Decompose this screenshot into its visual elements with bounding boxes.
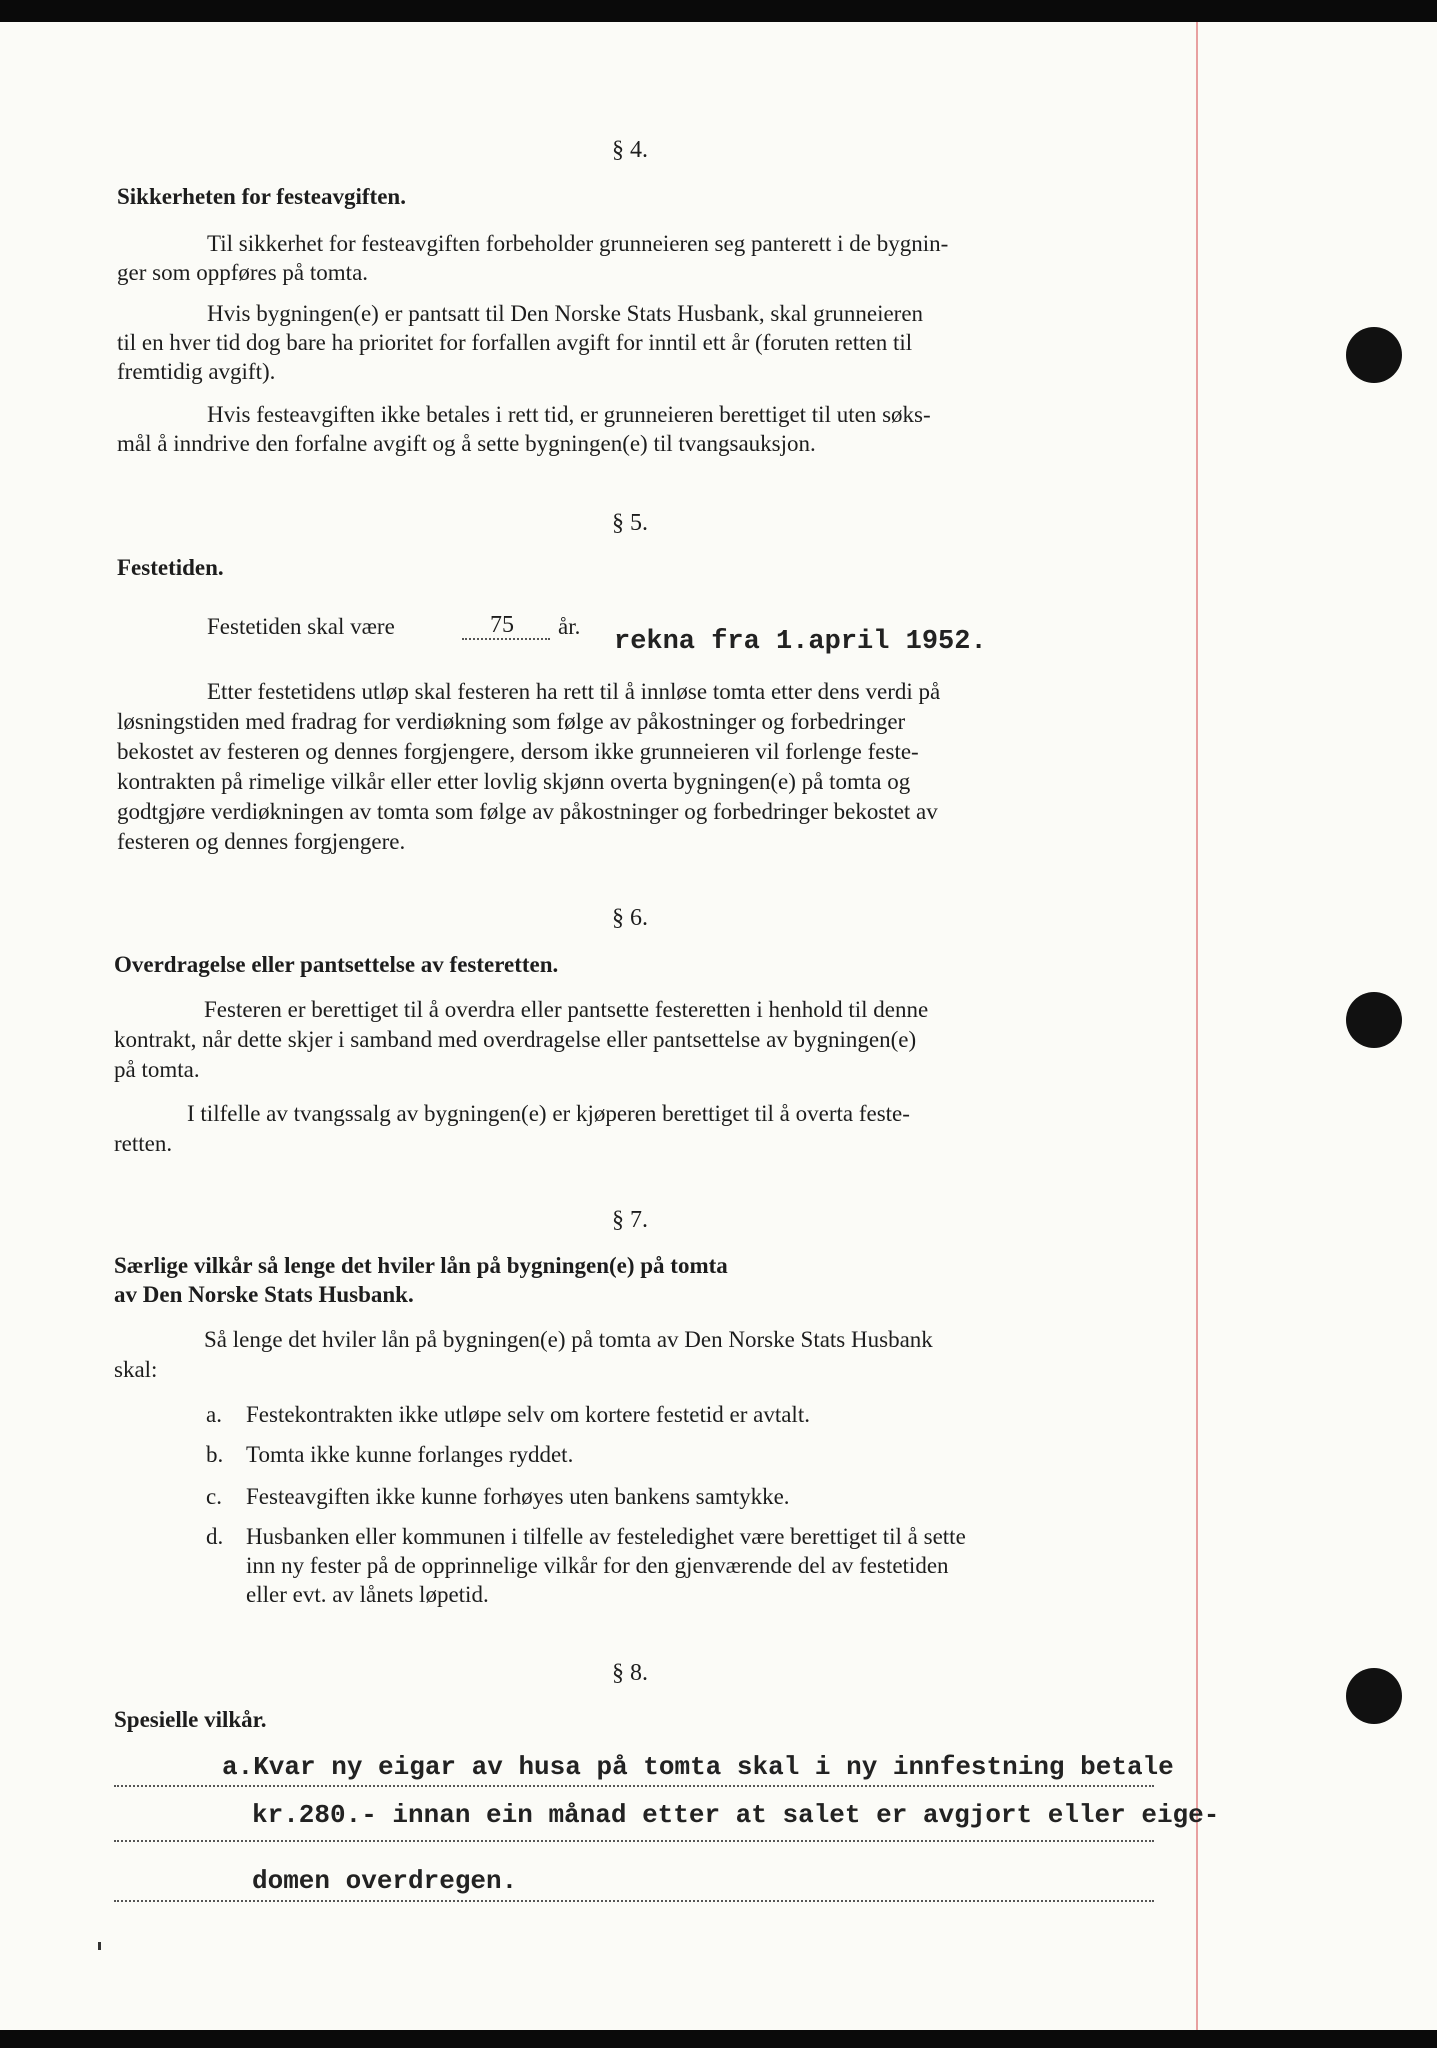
section-7-heading-line-2: av Den Norske Stats Husbank. bbox=[114, 1282, 414, 1307]
section-6-line-4: I tilfelle av tvangssalg av bygningen(e) er kjøperen berettiget til å overta feste- bbox=[187, 1101, 910, 1126]
special-terms-rule-3 bbox=[114, 1900, 1154, 1902]
scan-top-edge bbox=[0, 0, 1437, 22]
item-d-line-2: inn ny fester på de opprinnelige vilkår for den gjenværende del av festetiden bbox=[246, 1553, 949, 1578]
item-a-text: Festekontrakten ikke utløpe selv om kortere festetid er avtalt. bbox=[246, 1402, 810, 1427]
item-c-label: c. bbox=[206, 1484, 222, 1509]
section-4-line-3: Hvis bygningen(e) er pantsatt til Den Norske Stats Husbank, skal grunneieren bbox=[207, 301, 924, 326]
section-5-line-6: festeren og dennes forgjengere. bbox=[117, 829, 406, 854]
section-7-intro-line-1: Så lenge det hviler lån på bygningen(e) på tomta av Den Norske Stats Husbank bbox=[204, 1327, 933, 1352]
item-d-label: d. bbox=[206, 1524, 224, 1549]
special-terms-typed-line-2: kr.280.- innan ein månad etter at salet er avgjort eller eige- bbox=[252, 1800, 1220, 1830]
section-8-heading: Spesielle vilkår. bbox=[114, 1707, 267, 1732]
special-terms-typed-line-3: domen overdregen. bbox=[252, 1866, 518, 1896]
item-a-label: a. bbox=[206, 1402, 222, 1427]
item-c-text: Festeavgiften ikke kunne forhøyes uten bankens samtykke. bbox=[246, 1484, 790, 1509]
term-typed-start: rekna fra 1.april 1952. bbox=[614, 627, 987, 657]
punch-hole-middle bbox=[1346, 992, 1402, 1048]
section-4-line-6: Hvis festeavgiften ikke betales i rett tid, er grunneieren berettiget til uten søks- bbox=[207, 402, 931, 427]
section-6-line-3: på tomta. bbox=[114, 1057, 200, 1082]
section-6-line-1: Festeren er berettiget til å overdra eller pantsette festeretten i henhold til denne bbox=[204, 997, 929, 1022]
term-value: 75 bbox=[490, 612, 514, 638]
section-4-heading: Sikkerheten for festeavgiften. bbox=[117, 184, 406, 209]
special-terms-rule-2 bbox=[114, 1840, 1154, 1842]
section-4-line-5: fremtidig avgift). bbox=[117, 359, 276, 384]
section-5-line-2: løsningstiden med fradrag for verdiøkning som følge av påkostninger og forbedringer bbox=[117, 709, 906, 734]
section-5-line-1: Etter festetidens utløp skal festeren ha rett til å innløse tomta etter dens verdi på bbox=[207, 679, 941, 704]
section-6-number: § 6. bbox=[612, 905, 648, 931]
section-5-line-4: kontrakten på rimelige vilkår eller etter lovlig skjønn overta bygningen(e) på tomta og bbox=[117, 769, 911, 794]
section-4-number: § 4. bbox=[612, 137, 648, 163]
margin-line bbox=[1196, 22, 1198, 2030]
item-d-text: Husbanken eller kommunen i tilfelle av festeledighet være berettiget til å sette bbox=[246, 1524, 966, 1549]
term-suffix: år. bbox=[558, 614, 581, 639]
section-7-heading-line-1: Særlige vilkår så lenge det hviler lån på bygningen(e) på tomta bbox=[114, 1253, 728, 1278]
section-5-line-5: godtgjøre verdiøkningen av tomta som følge av påkostninger og forbedringer bekostet av bbox=[117, 799, 938, 824]
section-6-line-5: retten. bbox=[114, 1131, 173, 1156]
special-terms-rule-1 bbox=[114, 1785, 1154, 1787]
item-d-line-3: eller evt. av lånets løpetid. bbox=[246, 1582, 489, 1607]
section-4-line-2: ger som oppføres på tomta. bbox=[117, 260, 369, 285]
section-7-intro-line-2: skal: bbox=[114, 1357, 158, 1382]
section-5-number: § 5. bbox=[612, 510, 648, 536]
scan-bottom-edge bbox=[0, 2030, 1437, 2048]
term-prefix: Festetiden skal være bbox=[207, 614, 395, 639]
section-6-heading: Overdragelse eller pantsettelse av festeretten. bbox=[114, 952, 559, 977]
item-b-text: Tomta ikke kunne forlanges ryddet. bbox=[246, 1442, 574, 1467]
section-8-number: § 8. bbox=[612, 1660, 648, 1686]
punch-hole-top bbox=[1346, 327, 1402, 383]
punch-hole-bottom bbox=[1346, 1668, 1402, 1724]
section-7-number: § 7. bbox=[612, 1207, 648, 1233]
section-4-line-4: til en hver tid dog bare ha prioritet for forfallen avgift for inntil ett år (foruten retten til bbox=[117, 330, 913, 355]
section-5-line-3: bekostet av festeren og dennes forgjengere, dersom ikke grunneieren vil forlenge feste- bbox=[117, 739, 919, 764]
section-5-heading: Festetiden. bbox=[117, 555, 224, 580]
margin-mark bbox=[98, 1942, 101, 1950]
section-6-line-2: kontrakt, når dette skjer i samband med overdragelse eller pantsettelse av bygningen(e) bbox=[114, 1027, 917, 1052]
section-4-line-1: Til sikkerhet for festeavgiften forbeholder grunneieren seg panterett i de bygnin- bbox=[207, 231, 949, 256]
item-b-label: b. bbox=[206, 1442, 224, 1467]
special-terms-typed-line-1: a.Kvar ny eigar av husa på tomta skal i ny innfestning betale bbox=[222, 1752, 1174, 1782]
section-4-line-7: mål å inndrive den forfalne avgift og å sette bygningen(e) til tvangsauksjon. bbox=[117, 431, 816, 456]
